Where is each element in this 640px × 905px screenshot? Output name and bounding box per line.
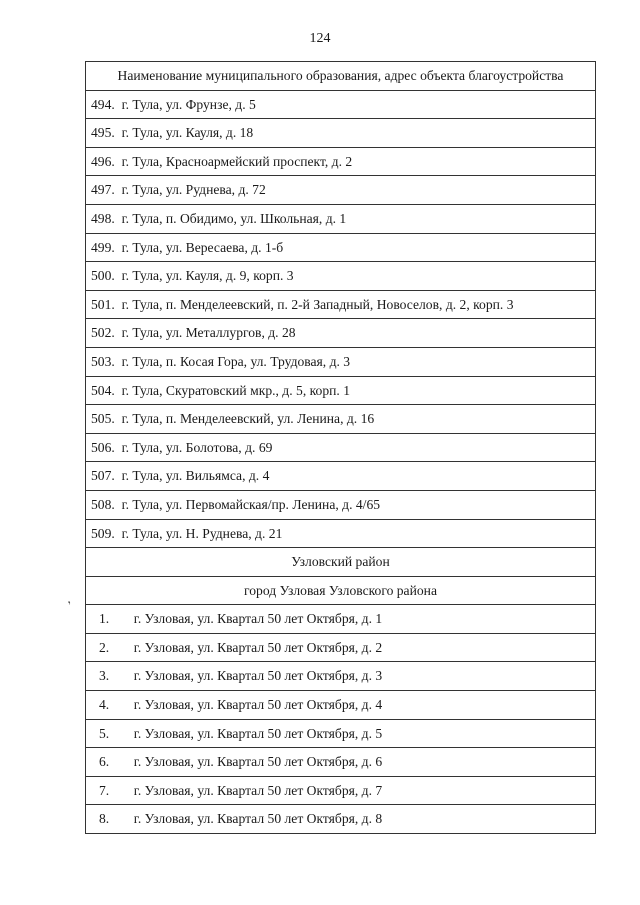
address-cell (86, 691, 596, 720)
row-number: 6. (99, 754, 110, 770)
row-address: г. Тула, ул. Кауля, д. 18 (121, 125, 254, 141)
table-row (86, 347, 596, 376)
row-address: г. Тула, ул. Металлургов, д. 28 (121, 325, 296, 341)
row-address: г. Узловая, ул. Квартал 50 лет Октября, д. 2 (133, 639, 383, 655)
addresses-table (85, 61, 596, 834)
address-cell (86, 490, 596, 519)
row-number: 501. (91, 296, 115, 312)
address-cell (86, 347, 596, 376)
row-address: г. Узловая, ул. Квартал 50 лет Октября, д. 5 (133, 725, 383, 741)
row-address: г. Тула, п. Менделеевский, п. 2-й Западный, Новоселов, д. 2, корп. 3 (121, 296, 514, 312)
table-row (86, 405, 596, 434)
row-number: 498. (91, 210, 115, 226)
address-cell (86, 290, 596, 319)
row-number: 2. (99, 639, 110, 655)
row-address: г. Тула, ул. Вильямса, д. 4 (121, 468, 270, 484)
row-number: 502. (91, 325, 115, 341)
address-cell (86, 262, 596, 291)
table-row (86, 519, 596, 548)
row-number: 507. (91, 468, 115, 484)
row-number: 1. (99, 611, 110, 627)
table-row (86, 719, 596, 748)
row-number: 508. (91, 496, 115, 512)
row-number: 503. (91, 353, 115, 369)
row-address: г. Узловая, ул. Квартал 50 лет Октября, д. 1 (133, 611, 383, 627)
address-cell (86, 233, 596, 262)
table-row (86, 319, 596, 348)
table-row (86, 662, 596, 691)
row-address: г. Тула, ул. Руднева, д. 72 (121, 182, 266, 198)
address-cell (86, 776, 596, 805)
row-number: 7. (99, 782, 110, 798)
table-row (86, 805, 596, 834)
row-address: г. Узловая, ул. Квартал 50 лет Октября, д. 4 (133, 697, 383, 713)
row-number: 496. (91, 153, 115, 169)
address-cell (86, 719, 596, 748)
row-address: г. Тула, Скуратовский мкр., д. 5, корп. 1 (121, 382, 350, 398)
row-address: г. Тула, ул. Н. Руднева, д. 21 (121, 525, 283, 541)
address-cell (86, 462, 596, 491)
address-cell (86, 433, 596, 462)
address-cell (86, 519, 596, 548)
table-row (86, 748, 596, 777)
address-cell (86, 176, 596, 205)
table-row (86, 490, 596, 519)
table-row (86, 90, 596, 119)
address-cell (86, 90, 596, 119)
table-row (86, 633, 596, 662)
row-number: 497. (91, 182, 115, 198)
row-number: 509. (91, 525, 115, 541)
table-row (86, 262, 596, 291)
table-row (86, 119, 596, 148)
row-address: г. Тула, п. Менделеевский, ул. Ленина, д. 16 (121, 411, 375, 427)
table-row (86, 290, 596, 319)
row-number: 5. (99, 725, 110, 741)
row-number: 505. (91, 411, 115, 427)
table-row (86, 204, 596, 233)
row-number: 504. (91, 382, 115, 398)
table-row (86, 176, 596, 205)
row-address: г. Тула, п. Косая Гора, ул. Трудовая, д. 3 (121, 353, 351, 369)
table-row (86, 147, 596, 176)
row-address: г. Тула, п. Обидимо, ул. Школьная, д. 1 (121, 210, 347, 226)
address-cell (86, 119, 596, 148)
table-header-cell: Наименование муниципального образования, адрес объекта благоустройства (86, 62, 596, 91)
table-row (86, 462, 596, 491)
row-address: г. Узловая, ул. Квартал 50 лет Октября, д. 7 (133, 782, 383, 798)
row-number: 494. (91, 96, 115, 112)
row-address: г. Тула, Красноармейский проспект, д. 2 (121, 153, 353, 169)
row-address: г. Тула, ул. Первомайская/пр. Ленина, д. 4/65 (121, 496, 381, 512)
row-address: г. Узловая, ул. Квартал 50 лет Октября, д. 3 (133, 668, 383, 684)
section-city-row (86, 576, 596, 605)
row-address: г. Тула, ул. Фрунзе, д. 5 (121, 96, 256, 112)
row-address: г. Тула, ул. Кауля, д. 9, корп. 3 (121, 268, 294, 284)
table-row (86, 691, 596, 720)
row-number: 495. (91, 125, 115, 141)
row-number: 506. (91, 439, 115, 455)
table-header-row (86, 62, 596, 91)
row-address: г. Узловая, ул. Квартал 50 лет Октября, д. 6 (133, 754, 383, 770)
section-city: город Узловая Узловского района (86, 576, 596, 605)
address-cell (86, 662, 596, 691)
table-row (86, 605, 596, 634)
row-address: г. Тула, ул. Болотова, д. 69 (121, 439, 273, 455)
row-number: 8. (99, 811, 110, 827)
address-cell (86, 748, 596, 777)
row-address: г. Узловая, ул. Квартал 50 лет Октября, д. 8 (133, 811, 383, 827)
row-number: 500. (91, 268, 115, 284)
table-row (86, 433, 596, 462)
address-cell (86, 605, 596, 634)
address-cell (86, 204, 596, 233)
address-cell (86, 376, 596, 405)
address-cell (86, 319, 596, 348)
table-row (86, 376, 596, 405)
section-district: Узловский район (86, 548, 596, 577)
table-row (86, 233, 596, 262)
section-district-row (86, 548, 596, 577)
table-row (86, 776, 596, 805)
stray-mark: , (62, 592, 73, 606)
address-cell (86, 147, 596, 176)
row-number: 3. (99, 668, 110, 684)
page-number: 124 (309, 31, 331, 46)
row-address: г. Тула, ул. Вересаева, д. 1-б (121, 239, 284, 255)
address-cell (86, 805, 596, 834)
row-number: 499. (91, 239, 115, 255)
row-number: 4. (99, 697, 110, 713)
address-cell (86, 633, 596, 662)
address-cell (86, 405, 596, 434)
